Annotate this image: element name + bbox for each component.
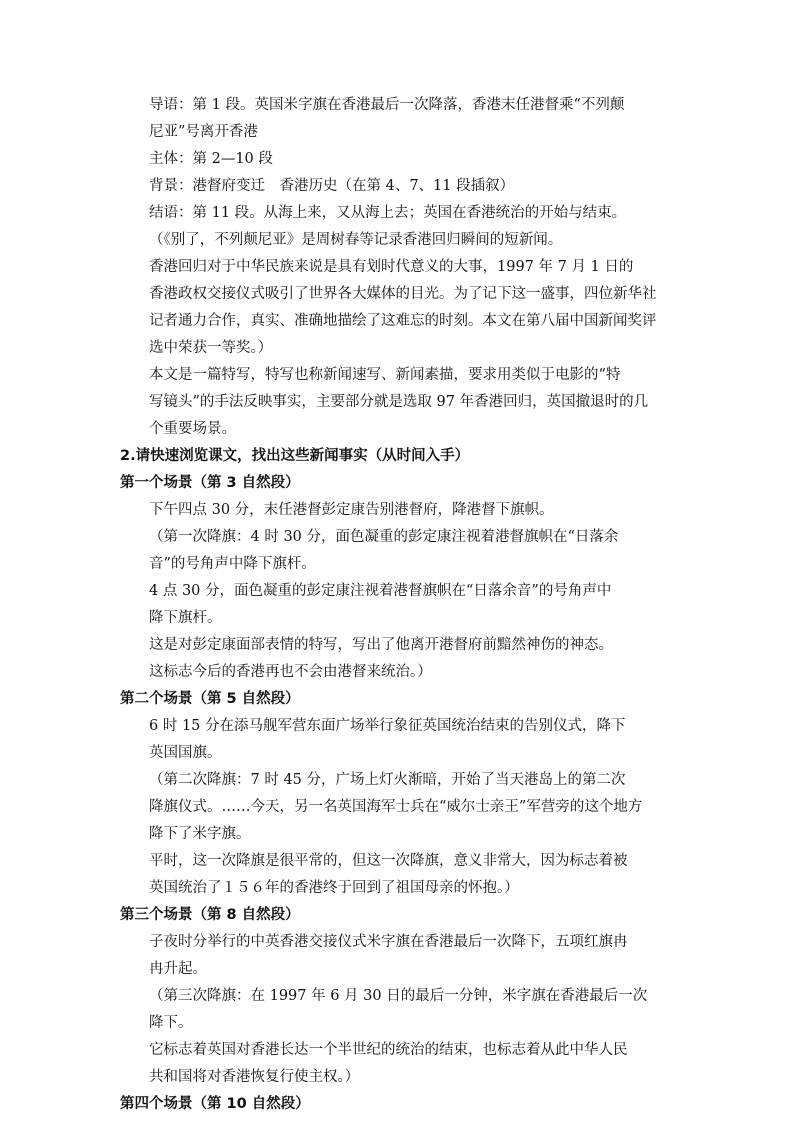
body-paragraph [120, 1037, 676, 1091]
text-line: 降下。 [149, 1015, 193, 1031]
body-paragraph [120, 578, 676, 632]
text-line: 结语：第 11 段。从海上来，又从海上去；英国在香港统治的开始与结束。 [149, 205, 627, 221]
text-line: 第四个场景（第 10 自然段） [120, 1096, 310, 1112]
text-line: 香港政权交接仪式吸引了世界各大媒体的目光。为了记下这一盛事，四位新华社 [149, 286, 657, 302]
text-line: 第一个场景（第 3 自然段） [120, 475, 300, 491]
text-line: 英国统治了１５６年的香港终于回到了祖国母亲的怀抱。） [149, 880, 519, 896]
body-paragraph [120, 983, 676, 1037]
document-body [120, 92, 676, 1118]
text-line: 背景：港督府变迁 香港历史（在第 4、7、11 段插叙） [149, 178, 515, 194]
text-line: 香港回归对于中华民族来说是具有划时代意义的大事，1997 年 7 月 1 日的 [149, 259, 634, 275]
section-heading [120, 902, 676, 929]
text-line: 这是对彭定康面部表情的特写，写出了他离开港督府前黯然神伤的神态。 [149, 637, 613, 653]
text-line: 降下了米字旗。 [149, 826, 251, 842]
body-paragraph [120, 200, 676, 227]
text-line: 4 点 30 分，面色凝重的彭定康注视着港督旗帜在“日落余音”的号角声中 [149, 583, 612, 599]
body-paragraph [120, 848, 676, 902]
section-heading [120, 470, 676, 497]
section-heading [120, 1091, 676, 1118]
text-line: 个重要场景。 [149, 421, 236, 437]
body-paragraph [120, 497, 676, 524]
text-line: 降旗仪式。……今天，另一名英国海军士兵在“威尔士亲王”军营旁的这个地方 [149, 799, 643, 815]
text-line: 这标志今后的香港再也不会由港督来统治。） [149, 664, 432, 680]
text-line: 本文是一篇特写，特写也称新闻速写、新闻素描，要求用类似于电影的“特 [149, 367, 621, 383]
body-paragraph [120, 767, 676, 848]
body-paragraph [120, 659, 676, 686]
text-line: 第三个场景（第 8 自然段） [120, 907, 300, 923]
text-line: 导语：第 1 段。英国米字旗在香港最后一次降落，香港末任港督乘“不列颠 [149, 97, 625, 113]
body-paragraph [120, 173, 676, 200]
text-line: 选中荣获一等奖。） [149, 340, 273, 356]
text-line: （《别了，不列颠尼亚》是周树春等记录香港回归瞬间的短新闻。 [149, 232, 563, 248]
text-line: 共和国将对香港恢复行使主权。） [149, 1069, 360, 1085]
text-line: 子夜时分举行的中英香港交接仪式米字旗在香港最后一次降下，五项红旗冉 [149, 934, 628, 950]
body-paragraph [120, 713, 676, 767]
text-line: 2.请快速浏览课文，找出这些新闻事实（从时间入手） [120, 448, 470, 464]
text-line: 第二个场景（第 5 自然段） [120, 691, 300, 707]
section-heading [120, 443, 676, 470]
text-line: 平时，这一次降旗是很平常的，但这一次降旗，意义非常大，因为标志着被 [149, 853, 628, 869]
text-line: 音”的号角声中降下旗杆。 [149, 556, 316, 572]
text-line: （第二次降旗：7 时 45 分，广场上灯火渐暗，开始了当天港岛上的第二次 [149, 772, 626, 788]
text-line: 降下旗杆。 [149, 610, 222, 626]
text-line: （第三次降旗：在 1997 年 6 月 30 日的最后一分钟，米字旗在香港最后一次 [149, 988, 648, 1004]
text-line: 主体：第 2—10 段 [149, 151, 273, 167]
body-paragraph [120, 92, 676, 146]
body-paragraph [120, 524, 676, 578]
section-heading [120, 686, 676, 713]
text-line: 6 时 15 分在添马舰军营东面广场举行象征英国统治结束的告别仪式，降下 [149, 718, 626, 734]
text-line: （第一次降旗：4 时 30 分，面色凝重的彭定康注视着港督旗帜在“日落余 [149, 529, 619, 545]
body-paragraph [120, 254, 676, 362]
body-paragraph [120, 362, 676, 443]
text-line: 记者通力合作，真实、准确地描绘了这难忘的时刻。本文在第八届中国新闻奖评 [149, 313, 657, 329]
body-paragraph [120, 227, 676, 254]
text-line: 下午四点 30 分，末任港督彭定康告别港督府，降港督下旗帜。 [149, 502, 554, 518]
text-line: 它标志着英国对香港长达一个半世纪的统治的结束，也标志着从此中华人民 [149, 1042, 628, 1058]
body-paragraph [120, 146, 676, 173]
text-line: 尼亚”号离开香港 [149, 124, 258, 140]
body-paragraph [120, 929, 676, 983]
text-line: 写镜头”的手法反映事实，主要部分就是选取 97 年香港回归，英国撤退时的几 [149, 394, 649, 410]
text-line: 冉升起。 [149, 961, 207, 977]
text-line: 英国国旗。 [149, 745, 222, 761]
body-paragraph [120, 632, 676, 659]
